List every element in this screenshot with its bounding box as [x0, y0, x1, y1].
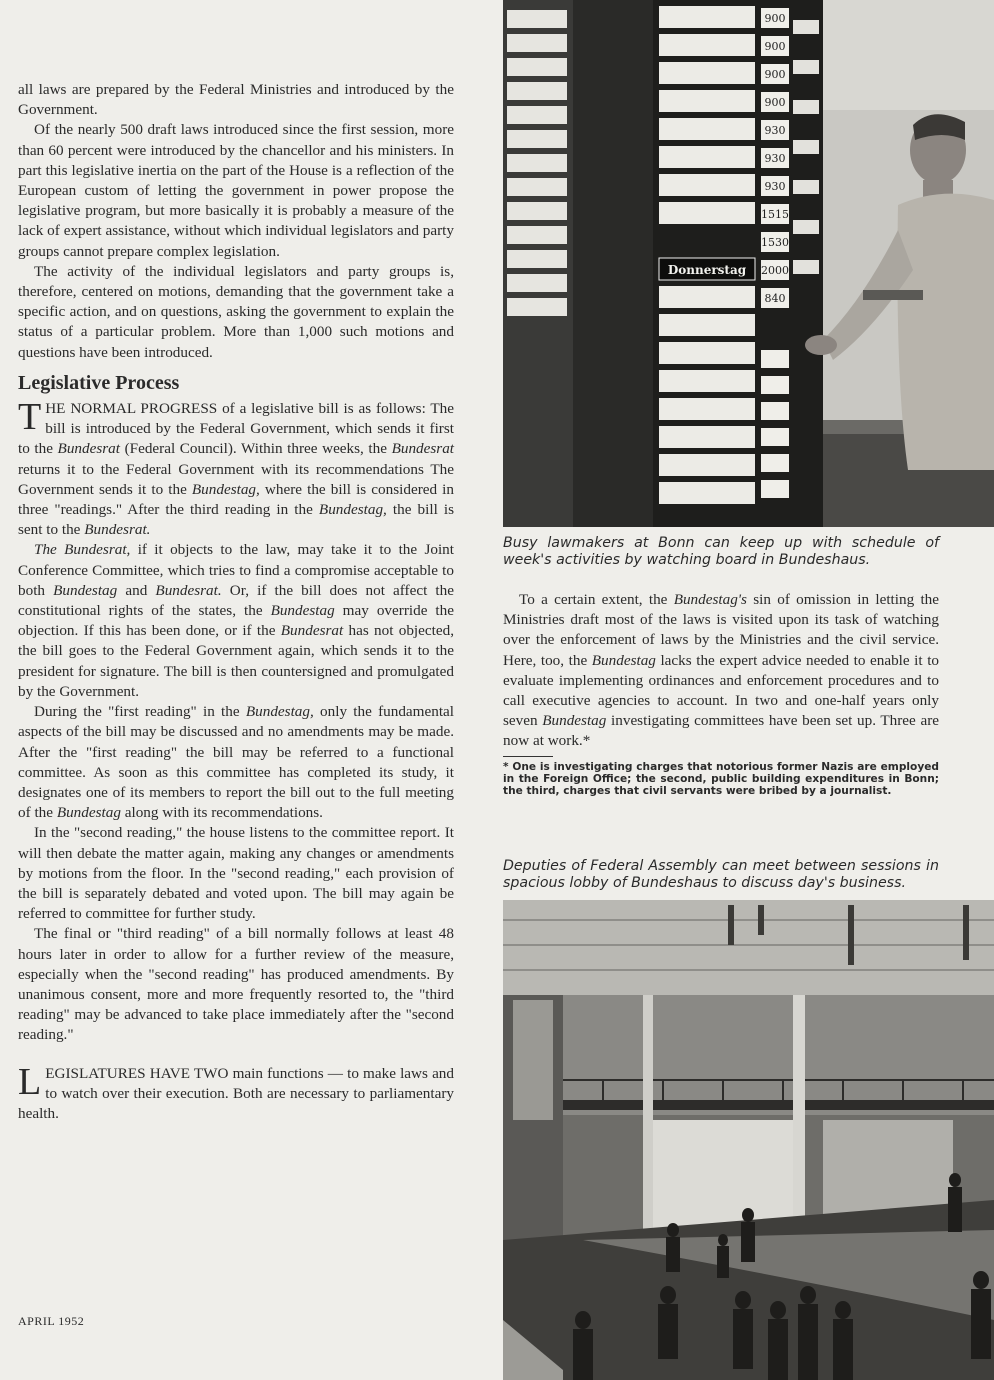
footnote-rule [503, 756, 553, 757]
paragraph: The activity of the individual legislators and party groups is, therefore, centered on motions, demanding that the government take a specific action, and on questions, asking the government to explain the status of a particular problem. More than 1,000 such motions and questions have been introduced. [18, 262, 454, 361]
drop-cap: T [18, 396, 42, 439]
paragraph: Of the nearly 500 draft laws introduced since the first session, more than 60 percent were introduced by the chancellor and his ministers. In part this legislative inertia on the part of the House is a reflection of the European custom of letting the government in power propose the legislative program, but more basically it is probably a measure of the lack of expert assistance, without which individual legislators and party groups cannot prepare complex legislation. [18, 121, 454, 260]
photo-caption: Deputies of Federal Assembly can meet between sessions in spacious lobby of Bundeshaus to discuss day's business. [503, 858, 939, 891]
board-time: 930 [764, 180, 786, 193]
board-time: 840 [764, 292, 786, 305]
board-time: 900 [764, 96, 786, 109]
paragraph: all laws are prepared by the Federal Ministries and introduced by the Government. [18, 81, 454, 119]
board-time: 900 [764, 12, 786, 25]
section-heading: Legislative Process [18, 371, 180, 394]
board-time: 2000 [761, 264, 789, 277]
board-time: 1530 [761, 236, 789, 249]
paragraph: The Bundesrat, if it objects to the law, may take it to the Joint Conference Committee, which tries to find a compromise acceptable to both Bundestag and Bundesrat. Or, if the bill does not affect the constitutional rights of the states, the Bundestag may override the objection. If this has been done, or if the Bundesrat has not objected, the bill goes to the Federal Government again, which sends it to the president for signature. The bill is then countersigned and promulgated by the Government. [18, 541, 454, 700]
drop-cap: L [18, 1060, 42, 1103]
paragraph: THE NORMAL PROGRESS of a legislative bill is as follows: The bill is introduced by the Federal Government, which sends it first to the Bundesrat (Federal Council). Within three weeks, the Bundesrat returns it to the Federal Government with its recommendations The Government sends it to the Bundestag, where the bill is considered in three "readings." After the third reading in the Bundestag, the bill is sent to the Bundesrat. [18, 396, 455, 539]
board-time: 930 [764, 124, 786, 137]
schedule-board-photo [503, 0, 994, 527]
paragraph: To a certain extent, the Bundestag's sin of omission in letting the Ministries draft most of the laws is visited upon its task of watching over the enforcement of laws by the Ministries and the civil service. Here, too, the Bundestag lacks the expert advice needed to enable it to evaluate implementing ordinances and enforcement procedures and to call executive agencies to account. In two and one-half years only seven Bundestag investigating committees have been set up. Three are now at work.* [503, 591, 940, 750]
paragraph: During the "first reading" in the Bundestag, only the fundamental aspects of the bill may be discussed and no amendments may be made. After the "first reading" the bill may be referred to a functional committee. As soon as this committee has completed its study, it designates one of its members to report the bill out to the full meeting of the Bundestag along with its recommendations. [18, 703, 454, 822]
footnote: * One is investigating charges that notorious former Nazis are employed in the Foreign Office; the second, public building expenditures in Bonn; the third, charges that civil servants were bribed by a journalist. [503, 760, 939, 797]
left-column [18, 80, 454, 1124]
lobby-illustration [503, 900, 994, 1380]
board-time: 930 [764, 152, 786, 165]
board-time: 900 [764, 40, 786, 53]
board-time: 900 [764, 68, 786, 81]
paragraph: The final or "third reading" of a bill normally follows at least 48 hours later in order to allow for a further review of the measure, especially when the "second reading" has produced amendments. By unanimous consent, more and more frequently resorted to, the "third reading" may be advanced to take place immediately after the "second reading." [18, 925, 454, 1044]
lobby-photo [503, 900, 994, 1380]
paragraph: LEGISLATURES HAVE TWO main functions — to make laws and to watch over their execution. Both are necessary to parliamentary health. [18, 1060, 454, 1122]
photo-caption: Busy lawmakers at Bonn can keep up with schedule of week's activities by watching board in Bundeshaus. [503, 535, 939, 568]
page-footer: APRIL 1952 [18, 1314, 85, 1328]
board-day-label: Donnerstag [667, 263, 747, 277]
board-time: 1515 [761, 208, 789, 221]
paragraph: In the "second reading," the house listens to the committee report. It will then debate the matter again, making any changes or amendments by motions from the floor. In the "second reading," each provision of the bill is separately debated and voted upon. The bill may again be referred to committee for further study. [18, 824, 454, 923]
right-column [503, 590, 939, 797]
schedule-board-illustration [503, 0, 994, 527]
small-caps: EGISLATURES HAVE TWO [45, 1064, 229, 1082]
small-caps: HE NORMAL PROGRESS [45, 400, 218, 418]
